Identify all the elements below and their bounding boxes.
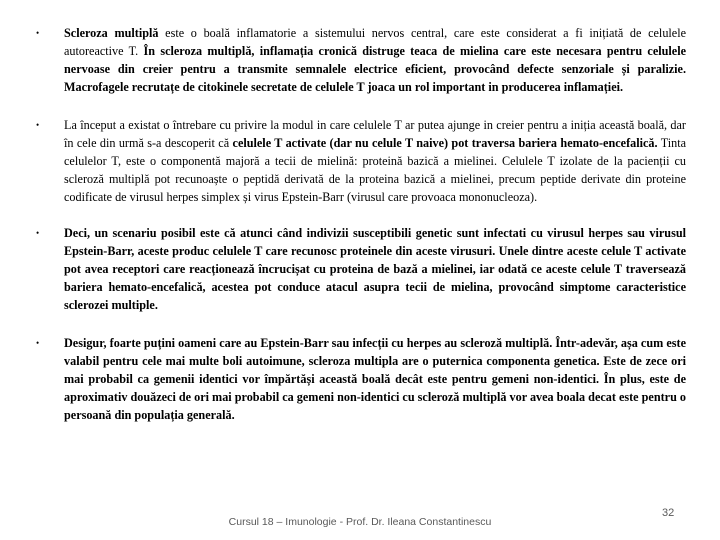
bullet-marker: •	[36, 338, 40, 348]
bold-text: Deci, un scenariu posibil este că atunci când indivizii susceptibili genetic sunt infectati cu virusul herpes sau virusul Epstein-Barr, aceste produc celulele T care recunosc proteinele din aceste virusuri. Unele dintre aceste celule T activate pot avea receptori care reacționează încrucișat cu proteina de bază a mielinei, iar odată ce aceste celule T traversează bariera hemato-encefalică, acestea pot conduce atacul asupra tecii de mielina, provocând simptome caracteristice sclerozei multiple.	[64, 226, 686, 312]
regular-text: La început a existat o întrebare cu privire la modul in care celulele T ar putea ajunge in creier pentru a iniția această boală, dar în cele din urmă s-a descoperit că	[64, 118, 686, 150]
regular-text: este o boală inflamatorie a sistemului nervos central, care este considerat a fi inițiată de celulele autoreactive T.	[64, 26, 687, 58]
bullet-text	[64, 224, 686, 314]
regular-text: Tinta celulelor T, este o componentă majoră a tecii de mielină: proteină bazică a mielinei. Celulele T izolate de la pacienții cu scleroză multiplă pot recunoaște o peptidă derivată de la proteina bazică a mielinei, precum peptide derivate din proteine codificate de virusul herpes simplex și virus Epstein-Barr (virusul care provoaca mononucleoza).	[64, 136, 687, 204]
bold-text: celulele T activate (dar nu celule T naive) pot traversa bariera hemato-encefalică.	[232, 136, 658, 150]
bold-text: Desigur, foarte puțini oameni care au Epstein-Barr sau infecții cu herpes au scleroză multiplă. Într-adevăr, așa cum este valabil pentru cele mai multe boli autoimune, scleroza multipla are o puternica componenta genetica. Este de zece ori mai probabil ca gemenii identici vor împărtăși această boală decât este pentru gemeni non-identici. În plus, este de aproximativ douăzeci de ori mai probabil ca gemeni non-identici cu scleroză multiplă vor avea boala decat este pentru o persoană din populația generală.	[64, 336, 686, 422]
page-number: 32	[662, 507, 675, 519]
bullet-item	[36, 334, 686, 424]
footer-text: Cursul 18 – Imunologie - Prof. Dr. Ileana Constantinescu	[228, 516, 492, 528]
bullet-item	[36, 116, 686, 206]
bullet-text	[64, 116, 686, 206]
bullet-marker: •	[36, 28, 40, 38]
bullet-item	[36, 24, 686, 96]
bullet-item	[36, 224, 686, 314]
bold-text: În scleroza multiplă, inflamația cronică distruge teaca de mielina care este necesara pentru celulele nervoase din creier pentru a transmite semnalele electrice eficient, provocând defecte senzoriale și paralizie. Macrofagele recrutațe de citokinele secretate de celulele T joaca un rol important in producerea inflamației.	[64, 44, 686, 94]
bullet-marker: •	[36, 120, 40, 130]
bullet-text	[64, 334, 686, 424]
bullet-list	[36, 24, 686, 424]
bold-text: Scleroza multiplă	[64, 26, 159, 40]
bullet-text	[64, 24, 686, 96]
bullet-marker: •	[36, 228, 40, 238]
